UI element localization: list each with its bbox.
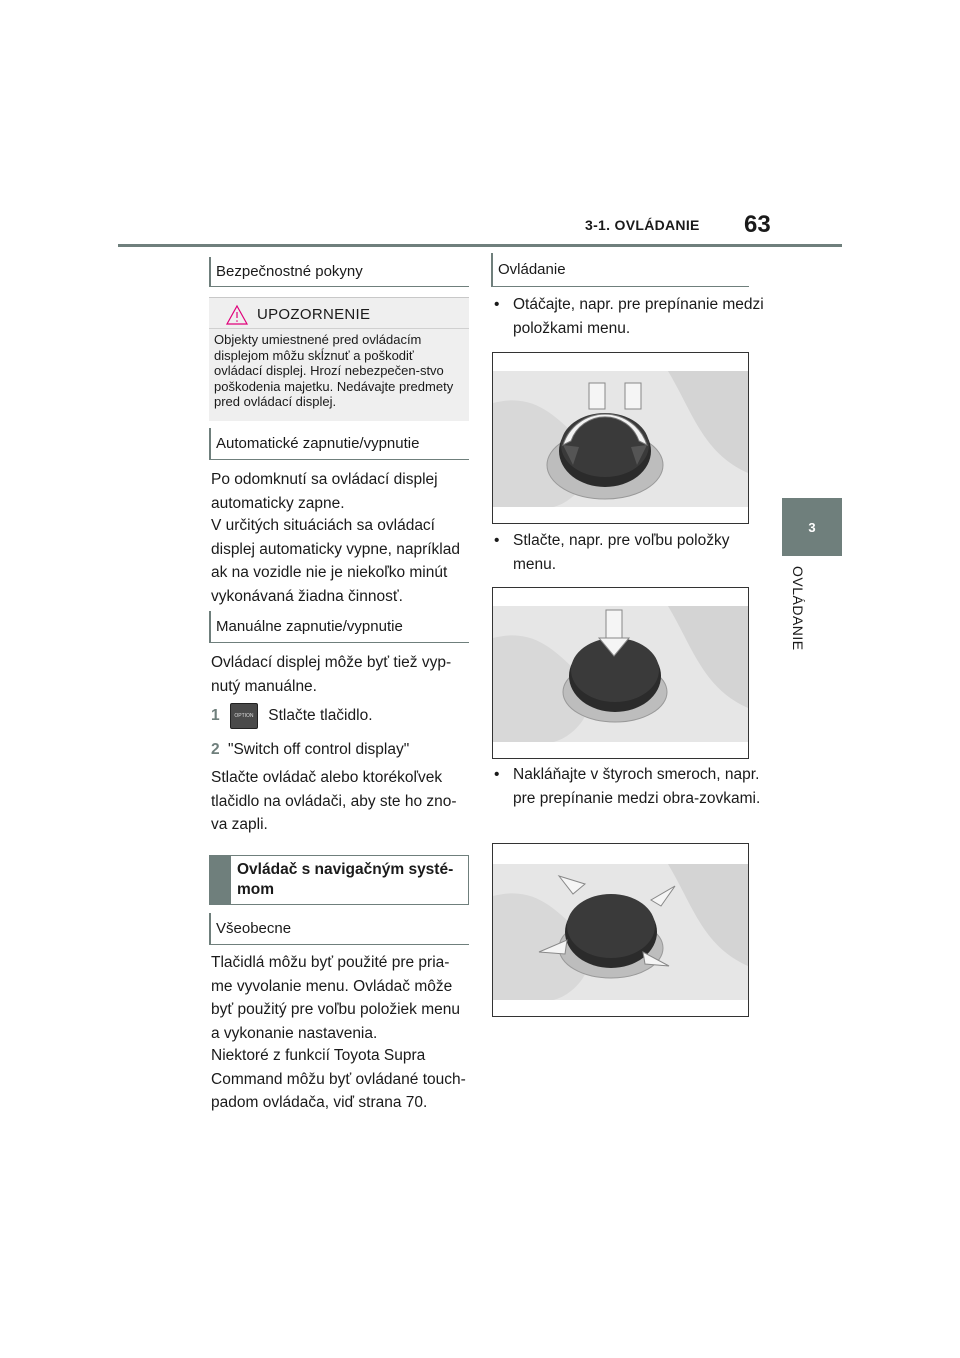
figure-tilt-controller (492, 843, 749, 1017)
warning-box (209, 297, 469, 421)
bullet-press-text: Stlačte, napr. pre voľbu položky menu. (513, 532, 730, 573)
general-paragraph-2: Niektoré z funkcií Toyota Supra Command môžu byť ovládané touch-padom ovládača, viď strana 70. (211, 1047, 466, 1111)
bullet-rotate-text: Otáčajte, napr. pre prepínanie medzi položkami menu. (513, 296, 764, 337)
header-rule (118, 244, 842, 247)
heading-safety: Bezpečnostné pokyny (209, 257, 469, 287)
page-number: 63 (744, 211, 771, 238)
figure-press-controller (492, 587, 749, 759)
manual-paragraph-2: Stlačte ovládač alebo ktorékoľvek tlačidlo na ovládači, aby ste ho zno-va zapli. (211, 769, 457, 833)
step-1 (211, 703, 469, 729)
bullet-rotate: • Otáčajte, napr. pre prepínanie medzi položkami menu. (494, 296, 764, 337)
step-1-number: 1 (211, 707, 220, 725)
option-button-icon: OPTION (230, 703, 258, 729)
heading-manual: Manuálne zapnutie/vypnutie (209, 611, 469, 643)
manual-paragraph-1: Ovládací displej môže byť tiež vyp-nutý manuálne. (211, 654, 452, 695)
auto-paragraph-2: V určitých situáciách sa ovládací displej automaticky vypne, napríklad ak na vozidle nie je niekoľko minút vykonávaná žiadna činnosť. (211, 517, 460, 605)
bullet-tilt: • Nakláňajte v štyroch smeroch, napr. pre prepínanie medzi obra-zovkami. (494, 766, 761, 807)
chapter-label: OVLÁDANIE (790, 566, 806, 651)
figure-rotate-controller (492, 352, 749, 524)
step-2 (211, 738, 469, 762)
bullet-tilt-text: Nakláňajte v štyroch smeroch, napr. pre prepínanie medzi obra-zovkami. (513, 766, 761, 807)
section-title: 3-1. OVLÁDANIE (585, 217, 700, 233)
warning-divider (209, 328, 469, 329)
heading-controller: Ovládač s navigačným systé-mom (209, 855, 469, 905)
step-1-text: Stlačte tlačidlo. (268, 707, 373, 725)
warning-title: UPOZORNENIE (257, 306, 371, 323)
step-2-text: "Switch off control display" (227, 741, 410, 758)
heading-general: Všeobecne (209, 913, 469, 945)
warning-triangle-icon (225, 304, 249, 326)
auto-paragraph-1: Po odomknutí sa ovládací displej automaticky zapne. (211, 471, 438, 512)
warning-text: Objekty umiestnené pred ovládacím displejom môžu skĺznuť a poškodiť ovládací displej. Hrozí nebezpečen-stvo poškodenia majetku. Nedávajte predmety pred ovládací displej. (214, 332, 454, 409)
bullet-press: • Stlačte, napr. pre voľbu položky menu. (494, 532, 730, 573)
step-2-number: 2 (211, 741, 220, 758)
heading-operation: Ovládanie (491, 253, 749, 287)
general-paragraph-1: Tlačidlá môžu byť použité pre pria-me vyvolanie menu. Ovládač môže byť použitý pre voľbu položiek menu a vykonanie nastavenia. (211, 954, 460, 1042)
chapter-tab: 3 (782, 498, 842, 556)
heading-auto: Automatické zapnutie/vypnutie (209, 428, 469, 460)
